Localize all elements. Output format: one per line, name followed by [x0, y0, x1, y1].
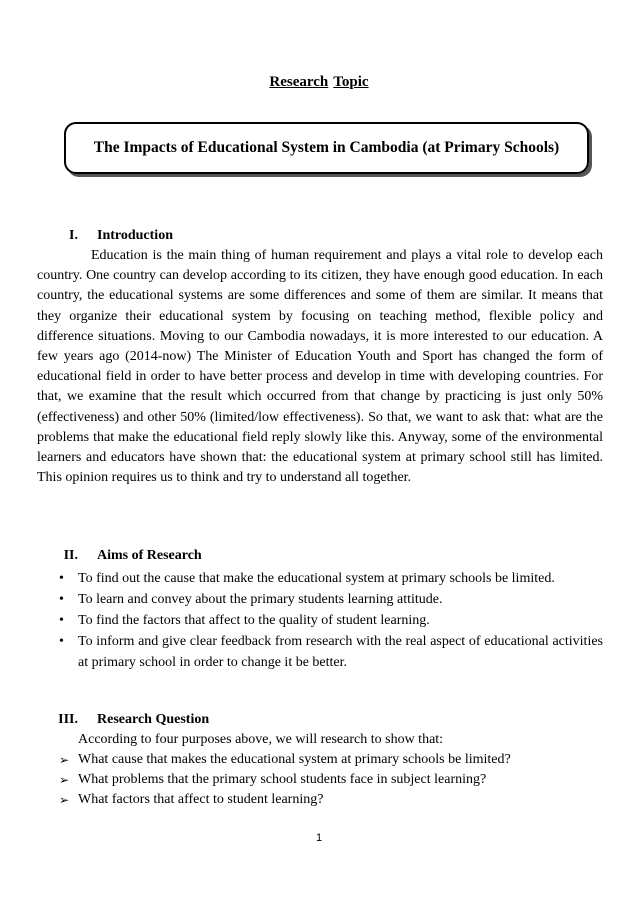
question-heading	[37, 710, 603, 730]
section-introduction	[37, 226, 603, 488]
list-item	[37, 631, 603, 673]
aims-heading	[37, 546, 603, 566]
introduction-title: Introduction	[97, 228, 173, 243]
list-item	[37, 589, 603, 610]
question-intro: According to four purposes above, we will research to show that:	[78, 732, 444, 747]
introduction-number: I.	[69, 228, 78, 243]
title-word-topic: Topic	[333, 74, 369, 90]
question-title: Research Question	[97, 712, 210, 727]
aim-text: To learn and convey about the primary students learning attitude.	[78, 592, 443, 607]
introduction-heading	[37, 226, 603, 246]
aim-text: To find out the cause that make the educational system at primary schools be limited.	[78, 571, 555, 586]
aim-text: To inform and give clear feedback from research with the real aspect of educational activities at primary school in order to change it be better.	[78, 634, 603, 670]
research-topic-title	[0, 74, 638, 91]
topic-box	[64, 122, 589, 174]
section-aims	[37, 546, 603, 673]
introduction-paragraph: Education is the main thing of human requirement and plays a vital role to develop each country. One country can develop according to its citizen, they have enough good education. In each country, the educational systems are some differences and some of them are similar. It means that they organize their educational system by focusing on teaching method, flexible policy and difference situations. Moving to our Cambodia nowadays, it is more interested to our education. A few years ago (2014-now) The Minister of Education Youth and Sport has changed the form of educational field in order to have better process and develop in time with developing countries. For that, we examine that the result which occurred from that change by practicing is just only 50% (effectiveness) and other 50% (limited/low effectiveness). So that, we want to ask that: what are the problems that make the educational field reply slowly like this. Anyway, some of the environmental learners and educators have shown that: the educational system at primary school still has limited. This opinion requires us to think and try to understand all together.	[37, 248, 603, 486]
question-text: What cause that makes the educational system at primary schools be limited?	[78, 752, 511, 767]
question-text: What factors that affect to student learning?	[78, 792, 324, 807]
bullet-icon: •	[59, 571, 64, 586]
section-research-question	[37, 710, 603, 810]
aims-title: Aims of Research	[97, 548, 202, 563]
bullet-icon: •	[59, 592, 64, 607]
topic-text: The Impacts of Educational System in Cambodia (at Primary Schools)	[93, 139, 560, 156]
list-item	[37, 568, 603, 589]
question-list	[37, 750, 603, 810]
list-item	[37, 750, 603, 770]
arrow-bullet-icon: ➢	[59, 793, 70, 807]
bullet-icon: •	[59, 613, 64, 628]
title-word-research: Research	[269, 74, 329, 90]
list-item	[37, 790, 603, 810]
bullet-icon: •	[59, 634, 64, 649]
list-item	[37, 610, 603, 631]
aims-number: II.	[63, 548, 78, 563]
page-number: 1	[315, 832, 323, 844]
arrow-bullet-icon: ➢	[59, 753, 70, 767]
question-number: III.	[58, 712, 78, 727]
list-item	[37, 770, 603, 790]
question-text: What problems that the primary school students face in subject learning?	[78, 772, 487, 787]
arrow-bullet-icon: ➢	[59, 773, 70, 787]
aim-text: To find the factors that affect to the quality of student learning.	[78, 613, 430, 628]
aims-list	[37, 568, 603, 673]
